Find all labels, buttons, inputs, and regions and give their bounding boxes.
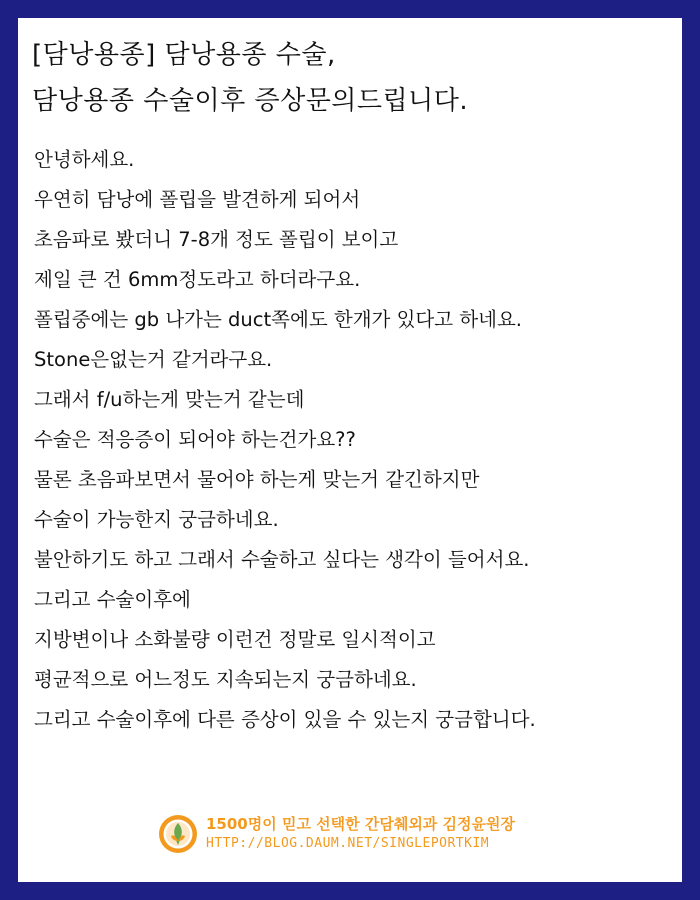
body-line: Stone은없는거 같거라구요. (34, 348, 273, 371)
post-title (32, 32, 468, 124)
orange-circle-emblem-icon (158, 814, 198, 854)
post-body (34, 140, 536, 740)
footer-blog-url[interactable]: HTTP://BLOG.DAUM.NET/SINGLEPORTKIM (206, 836, 490, 851)
post-title-line-1: [담낭용종] 담낭용종 수술, (32, 40, 336, 70)
body-line: 지방변이나 소화불량 이런건 정말로 일시적이고 (34, 628, 436, 651)
body-line: 안녕하세요. (34, 148, 135, 171)
body-line: 평균적으로 어느정도 지속되는지 궁금하네요. (34, 668, 417, 691)
footer-text (206, 814, 515, 854)
body-line: 불안하기도 하고 그래서 수술하고 싶다는 생각이 들어서요. (34, 548, 530, 571)
body-line: 그래서 f/u하는게 맞는거 같는데 (34, 388, 305, 411)
body-line: 그리고 수술이후에 다른 증상이 있을 수 있는지 궁금합니다. (34, 708, 536, 731)
body-line: 초음파로 봤더니 7-8개 정도 폴립이 보이고 (34, 228, 399, 251)
body-line: 폴립중에는 gb 나가는 duct쪽에도 한개가 있다고 하네요. (34, 308, 522, 331)
body-line: 물론 초음파보면서 물어야 하는게 맞는거 같긴하지만 (34, 468, 480, 491)
body-line: 수술이 가능한지 궁금하네요. (34, 508, 279, 531)
body-line: 제일 큰 건 6mm정도라고 하더라구요. (34, 268, 361, 291)
body-line: 우연히 담낭에 폴립을 발견하게 되어서 (34, 188, 361, 211)
footer-tagline: 1500명이 믿고 선택한 간담췌외과 김정윤원장 (206, 815, 515, 833)
post-title-line-2: 담낭용종 수술이후 증상문의드립니다. (32, 86, 469, 116)
body-line: 그리고 수술이후에 (34, 588, 191, 611)
post-card (18, 18, 682, 882)
body-line: 수술은 적응증이 되어야 하는건가요?? (34, 428, 356, 451)
